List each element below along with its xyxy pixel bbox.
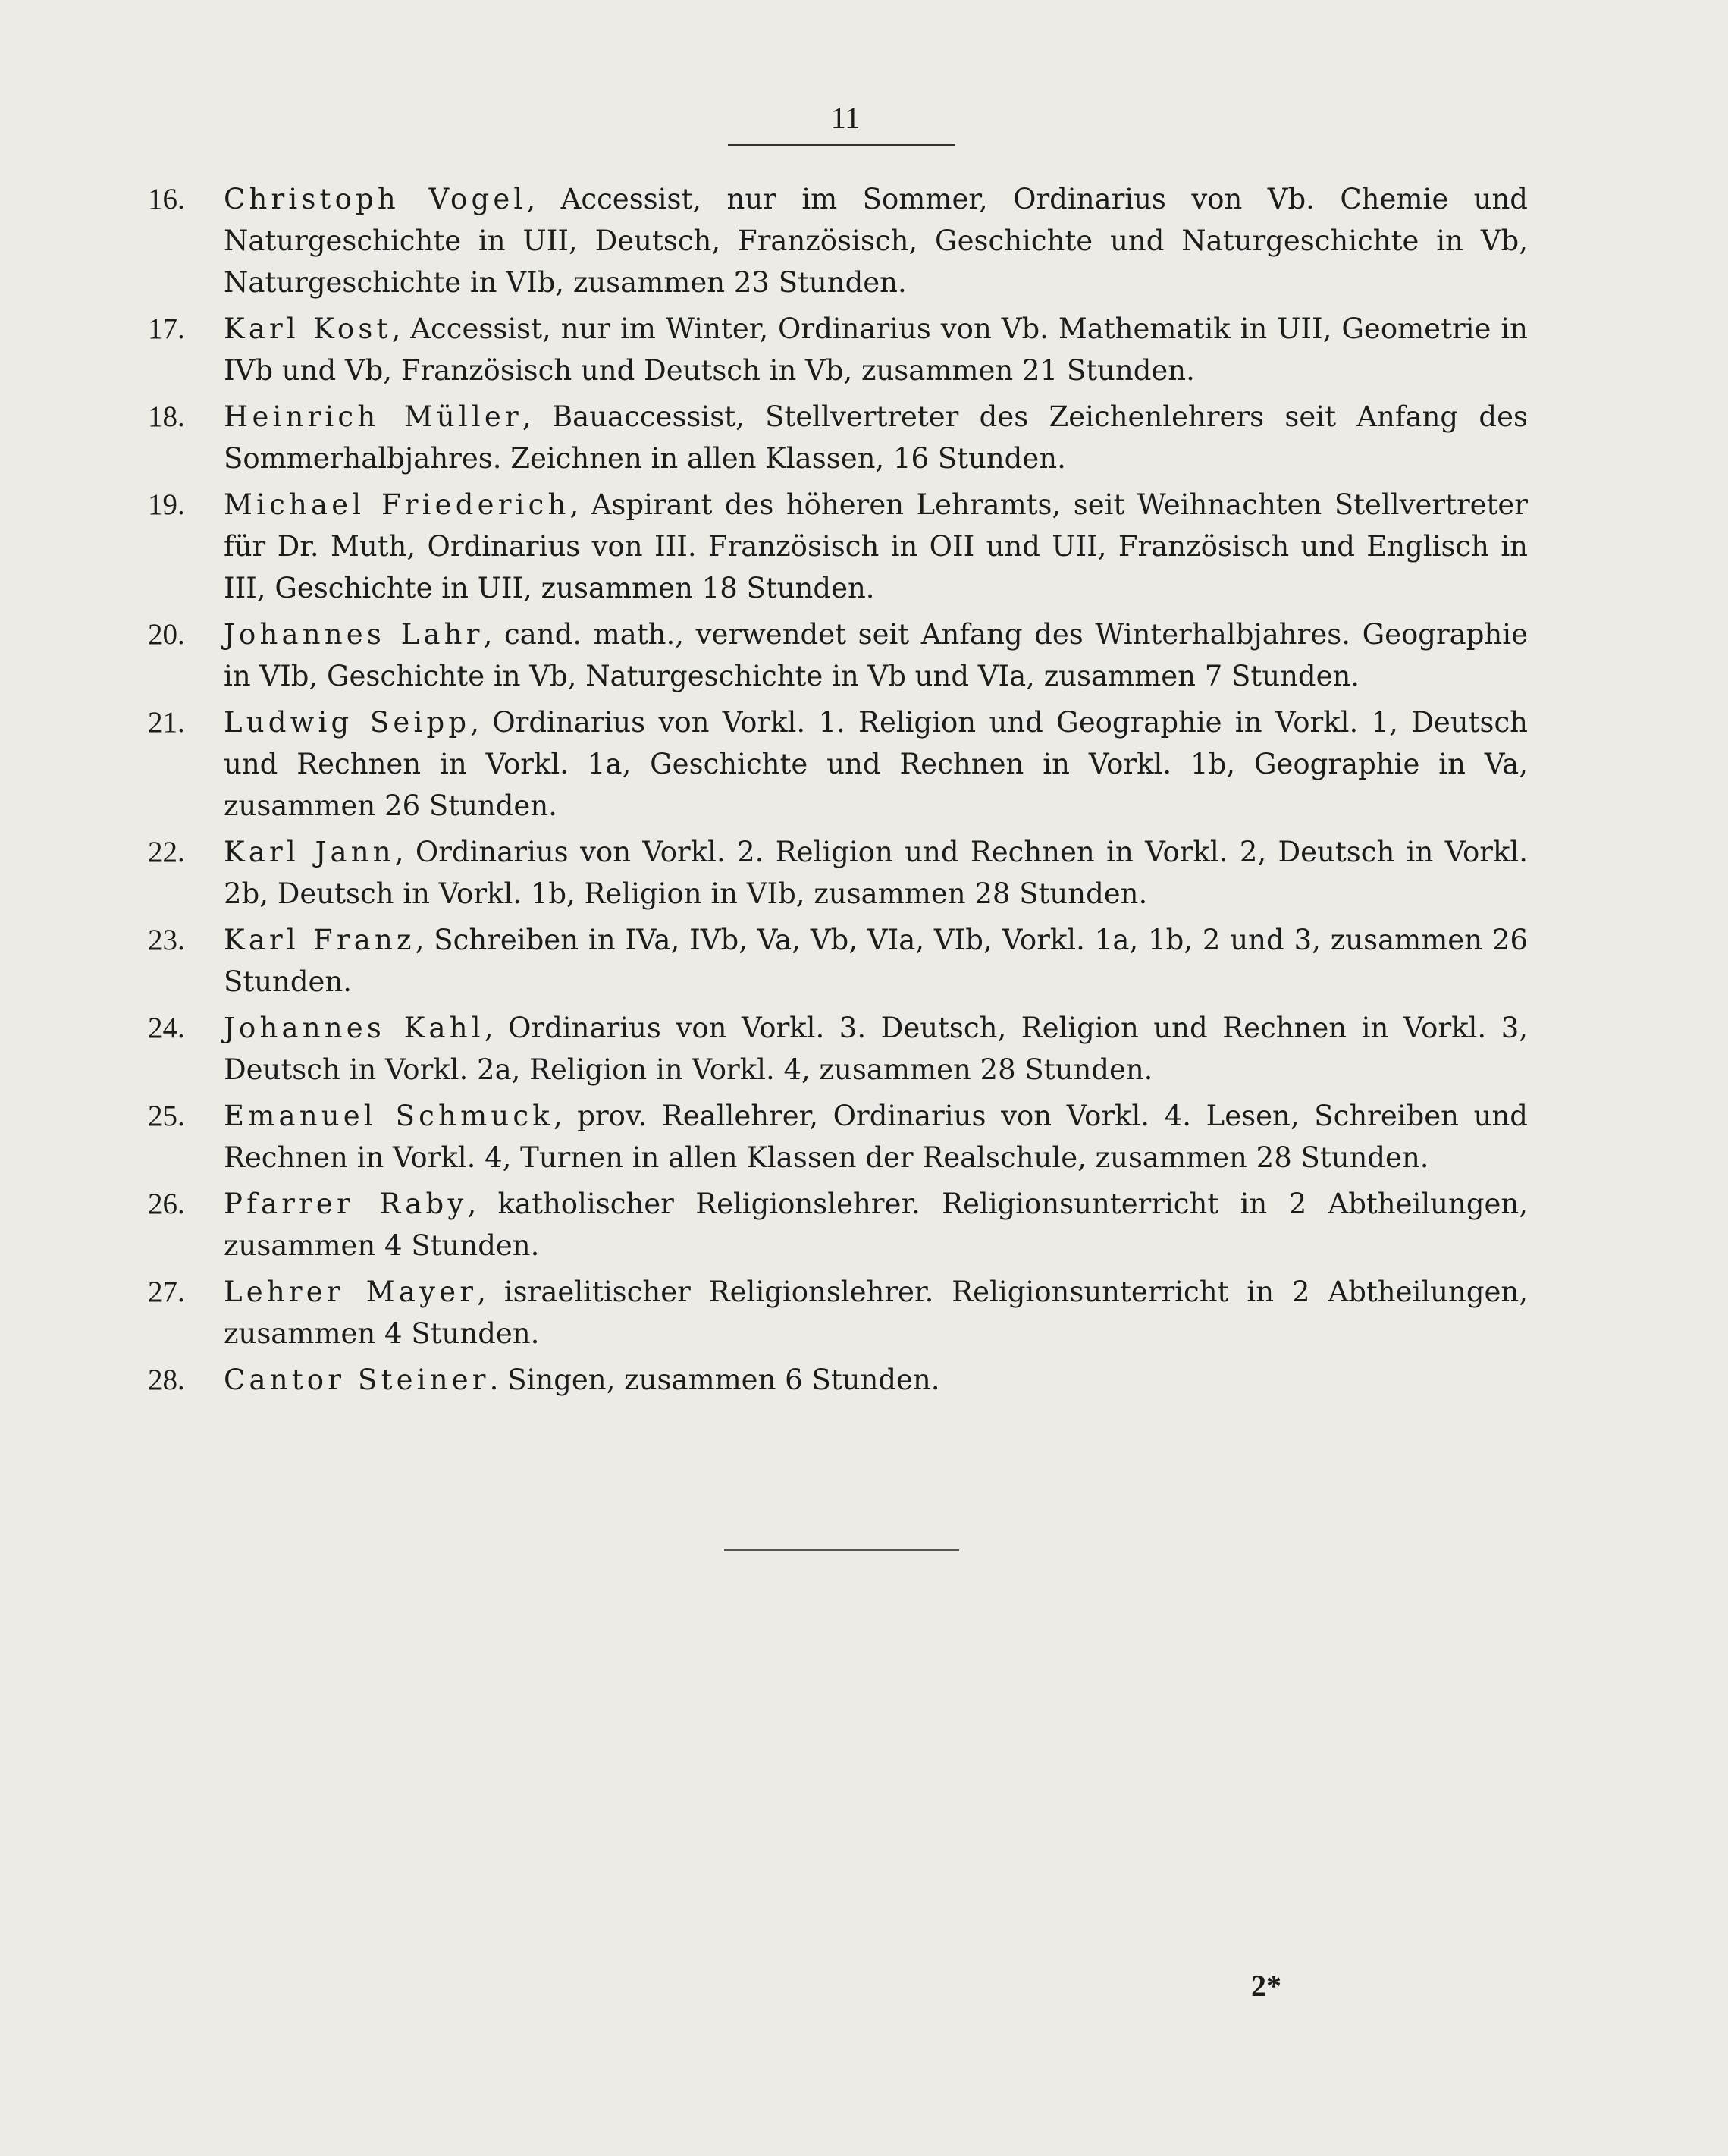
entry-number: 25. (148, 1100, 185, 1132)
list-item (148, 484, 1528, 609)
entry-text (224, 1095, 1528, 1178)
entry-text (224, 701, 1528, 827)
list-item (148, 396, 1528, 479)
list-item (148, 701, 1528, 827)
list-item (148, 308, 1528, 391)
teacher-description: , Ordinarius von Vorkl. 2. Religion und Rechnen in Vorkl. 2, Deutsch in Vorkl. 2b, Deutsch in Vorkl. 1b, Religion in VIb, zusammen 28 Stunden. (224, 836, 1528, 910)
header-rule (728, 144, 955, 146)
teacher-description: , Aspirant des höheren Lehramts, seit Weihnachten Stellvertreter für Dr. Muth, Ordinarius von III. Französisch in OII und UII, Französisch und Englisch in III, Geschichte in UII, zusammen 18 Stunden. (224, 488, 1528, 604)
list-item (148, 1271, 1528, 1354)
list-item (148, 178, 1528, 303)
entry-number: 17. (148, 312, 185, 345)
entry-number: 21. (148, 706, 185, 739)
list-item (148, 1007, 1528, 1091)
entry-text (224, 1007, 1528, 1091)
entry-number: 18. (148, 400, 185, 433)
teacher-description: , Bauaccessist, Stellvertreter des Zeichenlehrers seit Anfang des Sommerhalbjahres. Zeichnen in allen Klassen, 16 Stunden. (224, 400, 1529, 475)
list-item (148, 614, 1528, 697)
teacher-description: , katholischer Religionslehrer. Religionsunterricht in 2 Abtheilungen, zusammen 4 Stunden. (224, 1188, 1528, 1262)
teacher-description: , cand. math., verwendet seit Anfang des Winterhalbjahres. Geographie in VIb, Geschichte in Vb, Naturgeschichte in Vb und VIa, zusammen 7 Stunden. (224, 618, 1528, 692)
teacher-name: Emanuel Schmuck (224, 1100, 554, 1132)
teacher-name: Lehrer Mayer (224, 1276, 478, 1308)
teacher-name: Ludwig Seipp (224, 706, 471, 739)
list-item (148, 1183, 1528, 1266)
entry-text (224, 831, 1528, 915)
teacher-name: Heinrich Müller (224, 400, 522, 433)
entry-number: 28. (148, 1364, 185, 1396)
entry-text (224, 178, 1528, 303)
entry-number: 16. (148, 183, 185, 215)
teacher-name: Karl Franz (224, 924, 416, 956)
entry-number: 19. (148, 488, 185, 521)
section-rule (724, 1549, 959, 1551)
entry-number: 24. (148, 1012, 185, 1044)
teacher-name: Michael Friederich (224, 488, 570, 521)
teacher-name: Johannes Kahl (224, 1012, 485, 1044)
list-item (148, 1095, 1528, 1178)
teacher-name: Karl Kost (224, 312, 392, 345)
entry-number: 23. (148, 924, 185, 956)
entry-text (224, 1271, 1528, 1354)
teacher-description: , Accessist, nur im Sommer, Ordinarius von Vb. Chemie und Naturgeschichte in UII, Deutsch, Französisch, Geschichte und Naturgeschichte in Vb, Naturgeschichte in VIb, zusammen 23 Stunden. (224, 183, 1528, 299)
teacher-description: , Schreiben in IVa, IVb, Va, Vb, VIa, VIb, Vorkl. 1a, 1b, 2 und 3, zusammen 26 Stunden. (224, 924, 1528, 998)
entry-text (224, 484, 1528, 609)
teacher-description: , Ordinarius von Vorkl. 1. Religion und Geographie in Vorkl. 1, Deutsch und Rechnen in Vorkl. 1a, Geschichte und Rechnen in Vorkl. 1b, Geographie in Va, zusammen 26 Stunden. (224, 706, 1528, 822)
entry-number: 27. (148, 1276, 185, 1308)
page-number: 11 (830, 101, 861, 135)
teacher-description: , prov. Reallehrer, Ordinarius von Vorkl. 4. Lesen, Schreiben und Rechnen in Vorkl. 4, Turnen in allen Klassen der Realschule, zusammen 28 Stunden. (224, 1100, 1528, 1174)
teacher-name: Christoph Vogel (224, 183, 527, 215)
teacher-name: Johannes Lahr (224, 618, 484, 651)
entry-text (224, 1359, 1528, 1401)
signature-mark: 2* (1251, 1969, 1281, 2003)
teacher-description: , Ordinarius von Vorkl. 3. Deutsch, Religion und Rechnen in Vorkl. 3, Deutsch in Vorkl. 2a, Religion in Vorkl. 4, zusammen 28 Stunden. (224, 1012, 1528, 1086)
entry-number: 26. (148, 1188, 185, 1220)
entry-text (224, 919, 1528, 1003)
teacher-description: . Singen, zusammen 6 Stunden. (489, 1364, 940, 1396)
teacher-name: Pfarrer Raby (224, 1188, 468, 1220)
entry-text (224, 1183, 1528, 1266)
teacher-name: Karl Jann (224, 836, 395, 868)
list-item (148, 1359, 1528, 1401)
teacher-list (148, 178, 1528, 1405)
list-item (148, 831, 1528, 915)
teacher-description: , israelitischer Religionslehrer. Religionsunterricht in 2 Abtheilungen, zusammen 4 Stunden. (224, 1276, 1528, 1350)
entry-text (224, 308, 1528, 391)
list-item (148, 919, 1528, 1003)
entry-number: 22. (148, 836, 185, 868)
entry-number: 20. (148, 618, 185, 651)
teacher-name: Cantor Steiner (224, 1364, 490, 1396)
entry-text (224, 396, 1528, 479)
teacher-description: , Accessist, nur im Winter, Ordinarius von Vb. Mathematik in UII, Geometrie in IVb und Vb, Französisch und Deutsch in Vb, zusammen 21 Stunden. (224, 312, 1528, 387)
entry-text (224, 614, 1528, 697)
